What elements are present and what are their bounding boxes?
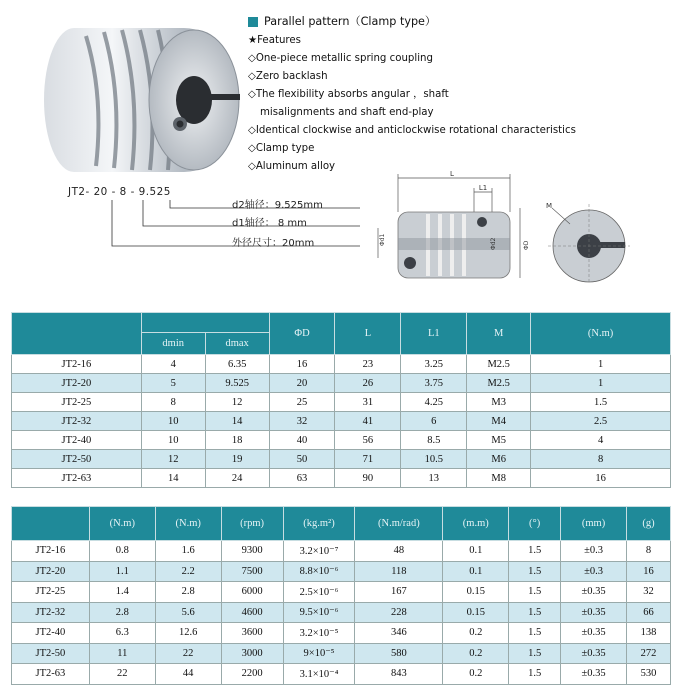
value-cell: 2.8 xyxy=(89,602,155,623)
value-cell: 18 xyxy=(205,431,269,450)
value-cell: 5 xyxy=(141,374,205,393)
value-cell: 2.8 xyxy=(155,582,221,603)
value-cell: 0.15 xyxy=(443,602,509,623)
value-cell: 10 xyxy=(141,412,205,431)
table2-header: (mm) xyxy=(561,507,627,541)
value-cell: 0.1 xyxy=(443,561,509,582)
table-row xyxy=(12,602,671,623)
value-cell: ±0.3 xyxy=(561,541,627,562)
value-cell: 90 xyxy=(335,469,401,488)
dim-D: ΦD xyxy=(523,240,530,250)
value-cell: ±0.35 xyxy=(561,602,627,623)
model-cell: JT2-16 xyxy=(12,541,90,562)
feature-item: ◇Zero backlash xyxy=(248,71,328,82)
value-cell: 66 xyxy=(626,602,670,623)
value-cell: 4 xyxy=(141,355,205,374)
value-cell: 11 xyxy=(89,643,155,664)
value-cell: 0.8 xyxy=(89,541,155,562)
value-cell: 13 xyxy=(401,469,467,488)
value-cell: M3 xyxy=(467,393,531,412)
value-cell: 25 xyxy=(269,393,335,412)
value-cell: 1.5 xyxy=(509,664,561,685)
table1-header-dmin: dmin xyxy=(141,333,205,355)
model-cell: JT2-50 xyxy=(12,643,90,664)
dim-d2: Φd2 xyxy=(490,237,497,250)
value-cell: 71 xyxy=(335,450,401,469)
value-cell: 6.35 xyxy=(205,355,269,374)
table-row xyxy=(12,412,671,431)
table1-header-bore xyxy=(141,313,269,333)
value-cell: 0.2 xyxy=(443,623,509,644)
value-cell: M4 xyxy=(467,412,531,431)
value-cell: 1.5 xyxy=(509,582,561,603)
table2-header: (N.m) xyxy=(89,507,155,541)
value-cell: 1.6 xyxy=(155,541,221,562)
dimensions-table xyxy=(11,312,671,488)
table-row xyxy=(12,431,671,450)
value-cell: 580 xyxy=(355,643,443,664)
table-row xyxy=(12,541,671,562)
value-cell: 138 xyxy=(626,623,670,644)
value-cell: 20 xyxy=(269,374,335,393)
value-cell: 12.6 xyxy=(155,623,221,644)
value-cell: 1 xyxy=(531,374,671,393)
value-cell: ±0.35 xyxy=(561,623,627,644)
value-cell: 1.5 xyxy=(509,623,561,644)
teal-square-icon xyxy=(248,17,258,27)
dim-L: L xyxy=(450,170,454,178)
model-cell: JT2-50 xyxy=(12,450,142,469)
annotation-outer-diameter: 外径尺寸：20mm xyxy=(232,238,315,249)
value-cell: 16 xyxy=(531,469,671,488)
value-cell: 1.4 xyxy=(89,582,155,603)
coupling-photo xyxy=(34,6,244,174)
table-row xyxy=(12,355,671,374)
value-cell: 3.2×10⁻⁷ xyxy=(283,541,355,562)
value-cell: 10 xyxy=(141,431,205,450)
annotation-d1: d1轴径： 8 mm xyxy=(232,218,307,229)
end-view-drawing xyxy=(544,196,634,286)
table-row xyxy=(12,664,671,685)
value-cell: 1.5 xyxy=(509,602,561,623)
value-cell: 3.2×10⁻⁵ xyxy=(283,623,355,644)
value-cell: 2200 xyxy=(221,664,283,685)
value-cell: 9.525 xyxy=(205,374,269,393)
value-cell: 40 xyxy=(269,431,335,450)
value-cell: 8.8×10⁻⁶ xyxy=(283,561,355,582)
model-cell: JT2-40 xyxy=(12,431,142,450)
feature-item: ◇The flexibility absorbs angular ，shaft xyxy=(248,89,449,100)
value-cell: ±0.35 xyxy=(561,664,627,685)
value-cell: M2.5 xyxy=(467,374,531,393)
model-cell: JT2-32 xyxy=(12,412,142,431)
table2-header: (N.m/rad) xyxy=(355,507,443,541)
value-cell: 14 xyxy=(205,412,269,431)
table-row xyxy=(12,450,671,469)
model-cell: JT2-20 xyxy=(12,561,90,582)
value-cell: 0.2 xyxy=(443,664,509,685)
value-cell: 56 xyxy=(335,431,401,450)
value-cell: 9300 xyxy=(221,541,283,562)
model-cell: JT2-40 xyxy=(12,623,90,644)
value-cell: 44 xyxy=(155,664,221,685)
value-cell: 2.5×10⁻⁶ xyxy=(283,582,355,603)
value-cell: 1.1 xyxy=(89,561,155,582)
value-cell: 2.5 xyxy=(531,412,671,431)
model-cell: JT2-16 xyxy=(12,355,142,374)
value-cell: 8 xyxy=(626,541,670,562)
value-cell: 9.5×10⁻⁶ xyxy=(283,602,355,623)
value-cell: ±0.35 xyxy=(561,582,627,603)
value-cell: 23 xyxy=(335,355,401,374)
value-cell: 3.1×10⁻⁴ xyxy=(283,664,355,685)
value-cell: M6 xyxy=(467,450,531,469)
value-cell: 4.25 xyxy=(401,393,467,412)
side-view-drawing xyxy=(370,168,540,288)
table2-header: (N.m) xyxy=(155,507,221,541)
table1-header-dmax: dmax xyxy=(205,333,269,355)
value-cell: 0.2 xyxy=(443,643,509,664)
model-cell: JT2-20 xyxy=(12,374,142,393)
value-cell: 1 xyxy=(531,355,671,374)
value-cell: 3.75 xyxy=(401,374,467,393)
performance-table xyxy=(11,506,671,685)
value-cell: 41 xyxy=(335,412,401,431)
table-row xyxy=(12,374,671,393)
value-cell: 1.5 xyxy=(509,643,561,664)
table2-header: (g) xyxy=(626,507,670,541)
value-cell: 6.3 xyxy=(89,623,155,644)
value-cell: 22 xyxy=(155,643,221,664)
model-cell: JT2-25 xyxy=(12,582,90,603)
value-cell: M8 xyxy=(467,469,531,488)
value-cell: ±0.3 xyxy=(561,561,627,582)
value-cell: 346 xyxy=(355,623,443,644)
value-cell: 3.25 xyxy=(401,355,467,374)
value-cell: 167 xyxy=(355,582,443,603)
value-cell: 3600 xyxy=(221,623,283,644)
value-cell: 26 xyxy=(335,374,401,393)
value-cell: 16 xyxy=(626,561,670,582)
value-cell: M2.5 xyxy=(467,355,531,374)
table-row xyxy=(12,393,671,412)
value-cell: 16 xyxy=(269,355,335,374)
model-cell: JT2-32 xyxy=(12,602,90,623)
dim-d1: Φd1 xyxy=(379,233,386,246)
value-cell: 0.15 xyxy=(443,582,509,603)
value-cell: 530 xyxy=(626,664,670,685)
value-cell: 1.5 xyxy=(509,541,561,562)
table1-header-torque: (N.m) xyxy=(531,313,671,355)
value-cell: 12 xyxy=(141,450,205,469)
value-cell: 272 xyxy=(626,643,670,664)
model-cell: JT2-63 xyxy=(12,469,142,488)
value-cell: 4600 xyxy=(221,602,283,623)
value-cell: 5.6 xyxy=(155,602,221,623)
feature-item: ◇One-piece metallic spring coupling xyxy=(248,53,433,64)
table-row xyxy=(12,582,671,603)
features-block xyxy=(248,12,668,176)
table-row xyxy=(12,561,671,582)
model-code: JT2- 20 - 8 - 9.525 xyxy=(68,186,171,198)
features-title: Parallel pattern（Clamp type） xyxy=(248,12,668,32)
value-cell: 32 xyxy=(626,582,670,603)
model-cell: JT2-25 xyxy=(12,393,142,412)
value-cell: 6000 xyxy=(221,582,283,603)
feature-item: misalignments and shaft end-play xyxy=(260,107,434,118)
value-cell: 1.5 xyxy=(509,561,561,582)
table2-header: (°) xyxy=(509,507,561,541)
value-cell: 0.1 xyxy=(443,541,509,562)
table-row xyxy=(12,643,671,664)
value-cell: 10.5 xyxy=(401,450,467,469)
value-cell: 9×10⁻⁵ xyxy=(283,643,355,664)
table1-header-D: ΦD xyxy=(269,313,335,355)
value-cell: 118 xyxy=(355,561,443,582)
table1-header-model xyxy=(12,313,142,355)
value-cell: 48 xyxy=(355,541,443,562)
features-heading: ★Features xyxy=(248,35,301,46)
value-cell: 19 xyxy=(205,450,269,469)
table2-header xyxy=(12,507,90,541)
feature-item: ◇Identical clockwise and anticlockwise rotational characteristics xyxy=(248,125,576,136)
value-cell: 31 xyxy=(335,393,401,412)
table-row xyxy=(12,623,671,644)
value-cell: 50 xyxy=(269,450,335,469)
value-cell: 14 xyxy=(141,469,205,488)
table1-header-L1: L1 xyxy=(401,313,467,355)
feature-item: ◇Aluminum alloy xyxy=(248,161,336,172)
table2-header: (rpm) xyxy=(221,507,283,541)
value-cell: 6 xyxy=(401,412,467,431)
value-cell: 63 xyxy=(269,469,335,488)
value-cell: 2.2 xyxy=(155,561,221,582)
model-cell: JT2-63 xyxy=(12,664,90,685)
value-cell: 843 xyxy=(355,664,443,685)
value-cell: 4 xyxy=(531,431,671,450)
table1-header-M: M xyxy=(467,313,531,355)
value-cell: 1.5 xyxy=(531,393,671,412)
value-cell: 8 xyxy=(141,393,205,412)
feature-item: ◇Clamp type xyxy=(248,143,315,154)
value-cell: 22 xyxy=(89,664,155,685)
value-cell: 24 xyxy=(205,469,269,488)
dim-L1: L1 xyxy=(478,184,488,192)
table2-header: (m.m) xyxy=(443,507,509,541)
value-cell: 3000 xyxy=(221,643,283,664)
table-row xyxy=(12,469,671,488)
value-cell: ±0.35 xyxy=(561,643,627,664)
table1-header-L: L xyxy=(335,313,401,355)
dim-M: M xyxy=(546,202,553,210)
value-cell: 7500 xyxy=(221,561,283,582)
value-cell: 12 xyxy=(205,393,269,412)
value-cell: M5 xyxy=(467,431,531,450)
annotation-d2: d2轴径：9.525mm xyxy=(232,200,323,211)
value-cell: 32 xyxy=(269,412,335,431)
value-cell: 228 xyxy=(355,602,443,623)
value-cell: 8.5 xyxy=(401,431,467,450)
value-cell: 8 xyxy=(531,450,671,469)
table2-header: (kg.m²) xyxy=(283,507,355,541)
